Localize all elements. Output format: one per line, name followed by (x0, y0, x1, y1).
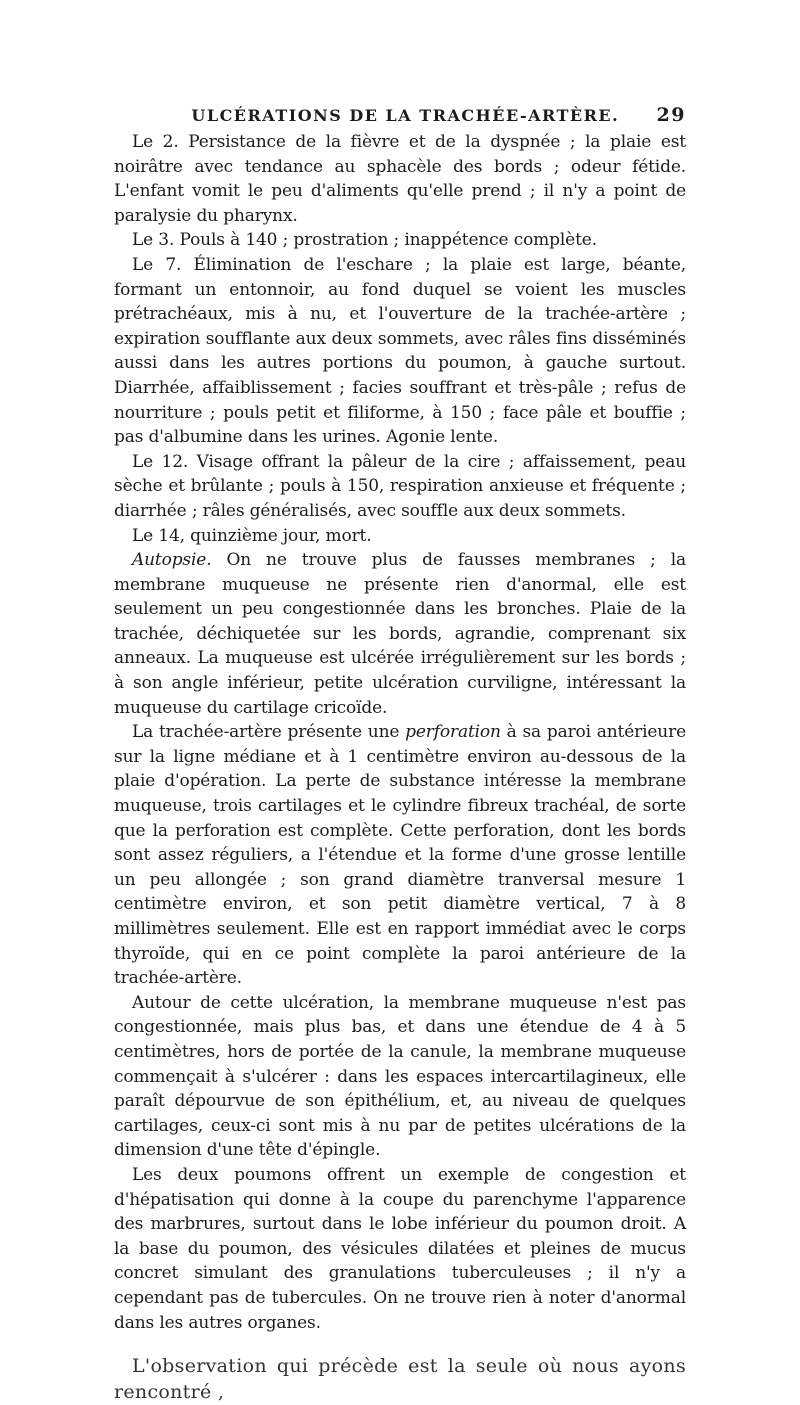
paragraph-day-7: Le 7. Élimination de l'eschare ; la plaie est large, béante, formant un entonnoir, au fond duquel se voient les muscles prétrachéaux, mis à nu, et l'ouverture de la trachée-artère ; expiration soufflante aux deux sommets, avec râles fins disséminés aussi dans les autres portions du poumon, à gauche surtout. Diarrhée, affaiblissement ; facies souffrant et très-pâle ; refus de nourriture ; pouls petit et filiforme, à 150 ; face pâle et bouffie ; pas d'albumine dans les urines. Agonie lente. (114, 254, 686, 448)
running-title: ULCÉRATIONS DE LA TRACHÉE-ARTÈRE. (191, 106, 620, 125)
running-header (114, 104, 686, 126)
perforation-text-before: La trachée-artère présente une (132, 722, 406, 743)
paragraph-day-14: Le 14, quinzième jour, mort. (132, 525, 372, 546)
paragraph-day-2: Le 2. Persistance de la fièvre et de la dyspnée ; la plaie est noirâtre avec tendance au sphacèle des bords ; odeur fétide. L'enfant vomit le peu d'aliments qu'elle prend ; il n'y a point de paralysie du pharynx. (114, 132, 686, 226)
paragraph-day-3: Le 3. Pouls à 140 ; prostration ; inappétence complète. (132, 230, 597, 251)
perforation-italic: perforation (405, 722, 501, 743)
perforation-text-after: à sa paroi antérieure sur la ligne médiane et à 1 centimètre environ au-dessous de la plaie d'opération. La perte de substance intéresse la membrane muqueuse, trois cartilages et le cylindre fibreux trachéal, de sorte que la perforation est complète. Cette perforation, dont les bords sont assez réguliers, a l'étendue et la forme d'une grosse lentille un peu allongée ; son grand diamètre tranversal mesure 1 centimètre environ, et son petit diamètre vertical, 7 à 8 millimètres seulement. Elle est en rapport immédiat avec le corps thyroïde, qui en ce point complète la paroi antérieure de la trachée-artère. (114, 722, 686, 989)
paragraph-day-12: Le 12. Visage offrant la pâleur de la cire ; affaissement, peau sèche et brûlante ; pouls à 150, respiration anxieuse et fréquente ; diarrhée ; râles généralisés, avec souffle aux deux sommets. (114, 451, 686, 521)
autopsy-text: On ne trouve plus de fausses membranes ; la membrane muqueuse ne présente rien d'anormal, elle est seulement un peu congestionnée dans les bronches. Plaie de la trachée, déchiquetée sur les bords, agrandie, comprenant six anneaux. La muqueuse est ulcérée irrégulièrement sur les bords ; à son angle inférieur, petite ulcération curviligne, intéressant la muqueuse du cartilage cricoïde. (114, 550, 686, 718)
final-line: L'observation qui précède est la seule où nous ayons rencontré , (114, 1355, 686, 1404)
page-number: 29 (656, 104, 686, 126)
paragraph-ulceration: Autour de cette ulcération, la membrane muqueuse n'est pas congestionnée, mais plus bas, et dans une étendue de 4 à 5 centimètres, hors de portée de la canule, la membrane muqueuse commençait à s'ulcérer : dans les espaces intercartilagineux, elle paraît dépourvue de son épithélium, et, au niveau de quelques cartilages, ceux-ci sont mis à nu par de petites ulcérations de la dimension d'une tête d'épingle. (114, 992, 686, 1161)
paragraph-autopsy (114, 548, 686, 720)
autopsy-label: Autopsie. (132, 550, 212, 571)
paragraph-lungs: Les deux poumons offrent un exemple de congestion et d'hépatisation qui donne à la coupe du parenchyme l'apparence des marbrures, surtout dans le lobe inférieur du poumon droit. A la base du poumon, des vésicules dilatées et pleines de mucus concret simulant des granulations tuberculeuses ; il n'y a cependant pas de tubercules. On ne trouve rien à noter d'anormal dans les autres organes. (114, 1164, 686, 1333)
paragraph-perforation (114, 720, 686, 991)
